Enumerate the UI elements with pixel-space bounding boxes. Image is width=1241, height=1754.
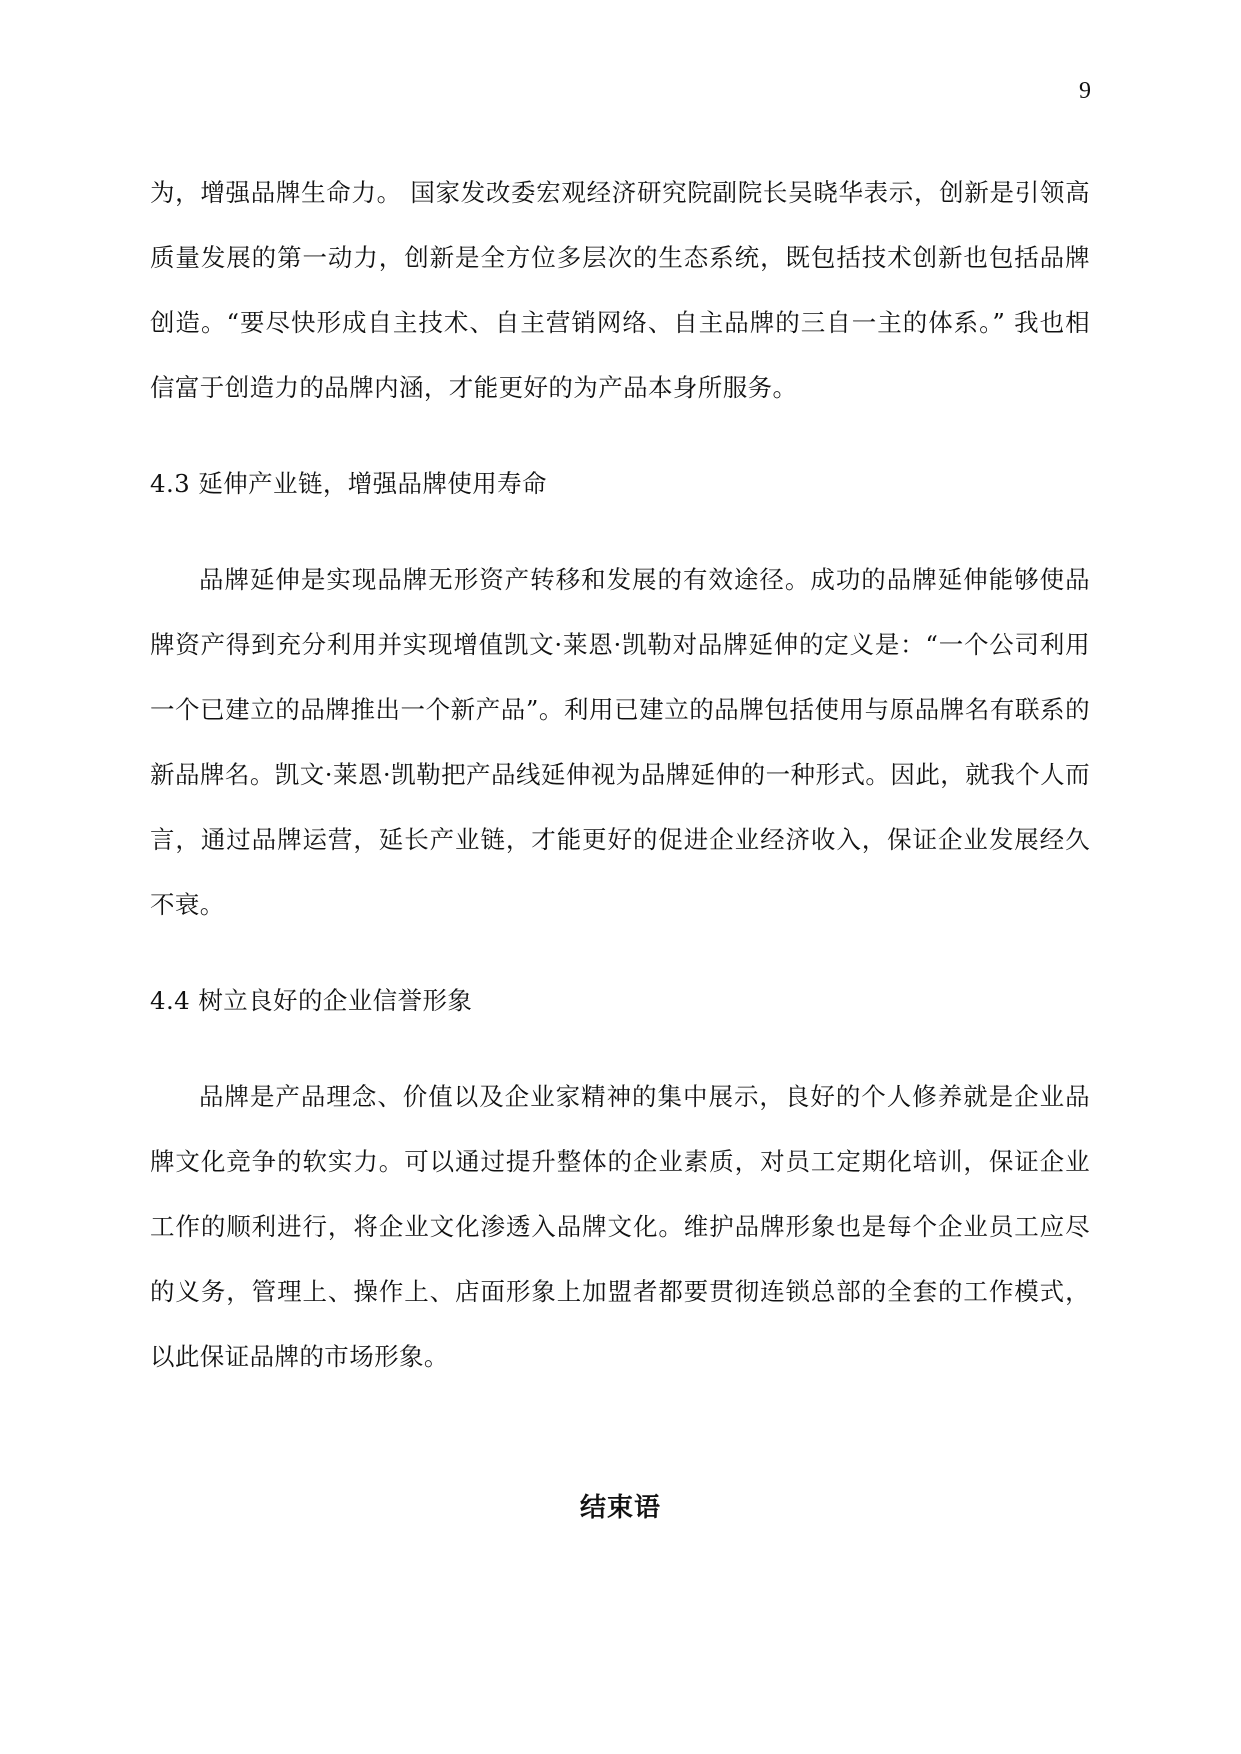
paragraph-brand-extension: 品牌延伸是实现品牌无形资产转移和发展的有效途径。成功的品牌延伸能够使品牌资产得到充分利用并实现增值凯文·莱恩·凯勒对品牌延伸的定义是：“一个公司利用一个已建立的品牌推出一个新产品”。利用已建立的品牌包括使用与原品牌名有联系的新品牌名。凯文·莱恩·凯勒把产品线延伸视为品牌延伸的一种形式。因此，就我个人而言，通过品牌运营，延长产业链，才能更好的促进企业经济收入，保证企业发展经久不衰。 bbox=[150, 565, 1090, 919]
closing-title: 结束语 bbox=[579, 1493, 661, 1523]
paragraph-brand-image: 品牌是产品理念、价值以及企业家精神的集中展示，良好的个人修养就是企业品牌文化竞争的软实力。可以通过提升整体的企业素质，对员工定期化培训，保证企业工作的顺利进行，将企业文化渗透入品牌文化。维护品牌形象也是每个企业员工应尽的义务，管理上、操作上、店面形象上加盟者都要贯彻连锁总部的全套的工作模式，以此保证品牌的市场形象。 bbox=[150, 1082, 1090, 1371]
paragraph-brand-vitality: 为，增强品牌生命力。 国家发改委宏观经济研究院副院长吴晓华表示，创新是引领高质量发展的第一动力，创新是全方位多层次的生态系统，既包括技术创新也包括品牌创造。“要尽快形成自主技术、自主营销网络、自主品牌的三自一主的体系。” 我也相信富于创造力的品牌内涵，才能更好的为产品本身所服务。 bbox=[150, 178, 1090, 402]
section-heading-4-3: 4.3 延伸产业链，增强品牌使用寿命 bbox=[150, 469, 547, 498]
section-heading-4-4: 4.4 树立良好的企业信誉形象 bbox=[150, 986, 473, 1015]
page-number: 9 bbox=[1079, 78, 1091, 104]
body-content bbox=[150, 160, 1090, 1389]
